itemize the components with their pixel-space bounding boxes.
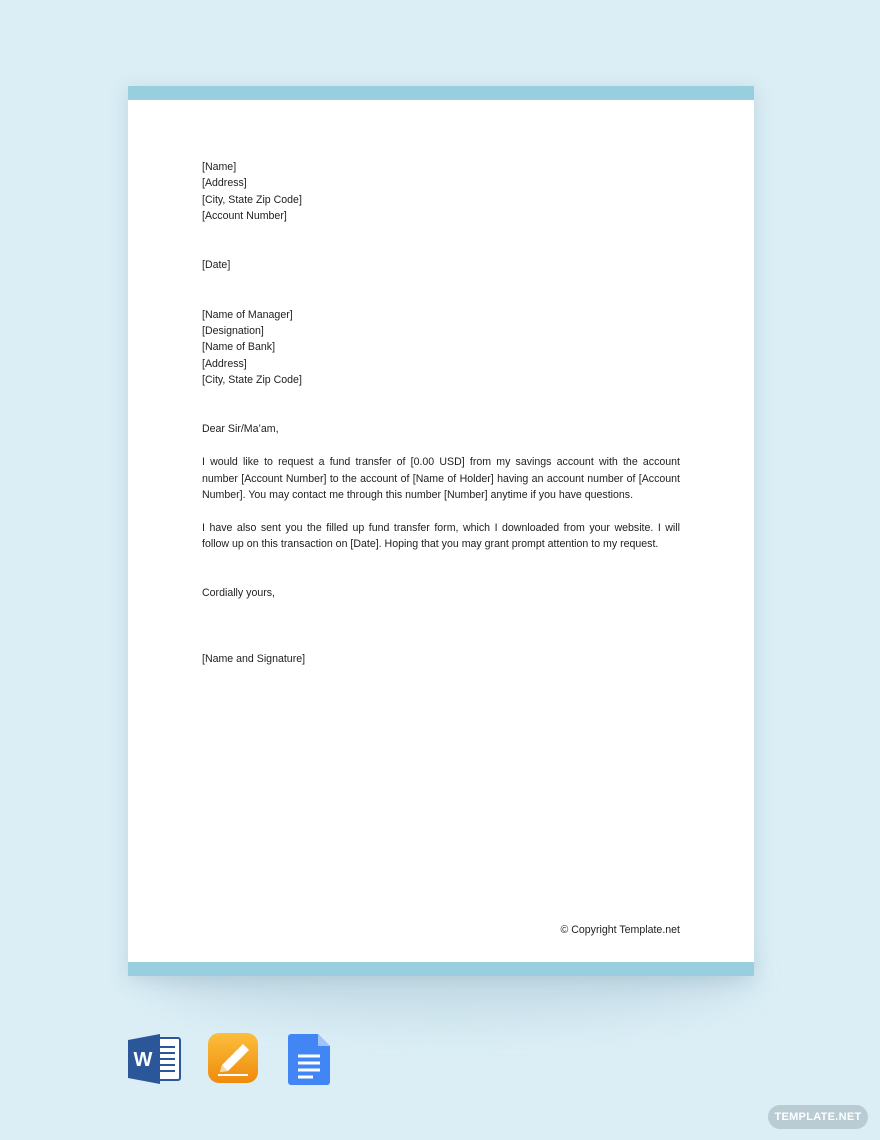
recipient-address: [Address]: [202, 357, 247, 370]
top-accent-band: [128, 86, 754, 100]
letter-page: [128, 86, 754, 976]
svg-text:W: W: [133, 1049, 153, 1071]
salutation: Dear Sir/Ma’am,: [202, 423, 279, 436]
template-net-badge[interactable]: TEMPLATE.NET: [768, 1105, 868, 1129]
recipient-bank: [Name of Bank]: [202, 341, 276, 354]
google-docs-icon[interactable]: [288, 1032, 332, 1091]
body-paragraph-1: I would like to request a fund transfer of [0.00 USD] from my savings account with the account number [Account Number] to the account of [Name of Holder] having an account number of [Account Number]. You may contact me through this number [Number] anytime if you have questions.: [202, 456, 680, 502]
microsoft-word-icon[interactable]: [128, 1032, 182, 1091]
body-paragraph-2: I have also sent you the filled up fund transfer form, which I downloaded from your website. I will follow up on this transaction on [Date]. Hoping that you may grant prompt attention to my request.: [202, 521, 680, 551]
copyright-notice: © Copyright Template.net: [560, 924, 680, 936]
sender-name: [Name]: [202, 161, 237, 173]
bottom-accent-band: [128, 962, 754, 976]
recipient-manager: [Name of Manager]: [202, 308, 293, 321]
letter-date: [Date]: [202, 259, 231, 272]
closing: Cordially yours,: [202, 587, 276, 600]
sender-account-number: [Account Number]: [202, 210, 287, 223]
letter-body: [202, 159, 680, 667]
sender-block: [202, 159, 680, 225]
apple-pages-icon[interactable]: [208, 1032, 260, 1089]
signature-placeholder: [Name and Signature]: [202, 653, 306, 666]
recipient-city-state-zip: [City, State Zip Code]: [202, 374, 302, 387]
recipient-block: [202, 307, 680, 389]
recipient-designation: [Designation]: [202, 325, 264, 338]
sender-city-state-zip: [City, State Zip Code]: [202, 193, 302, 206]
sender-address: [Address]: [202, 177, 247, 190]
